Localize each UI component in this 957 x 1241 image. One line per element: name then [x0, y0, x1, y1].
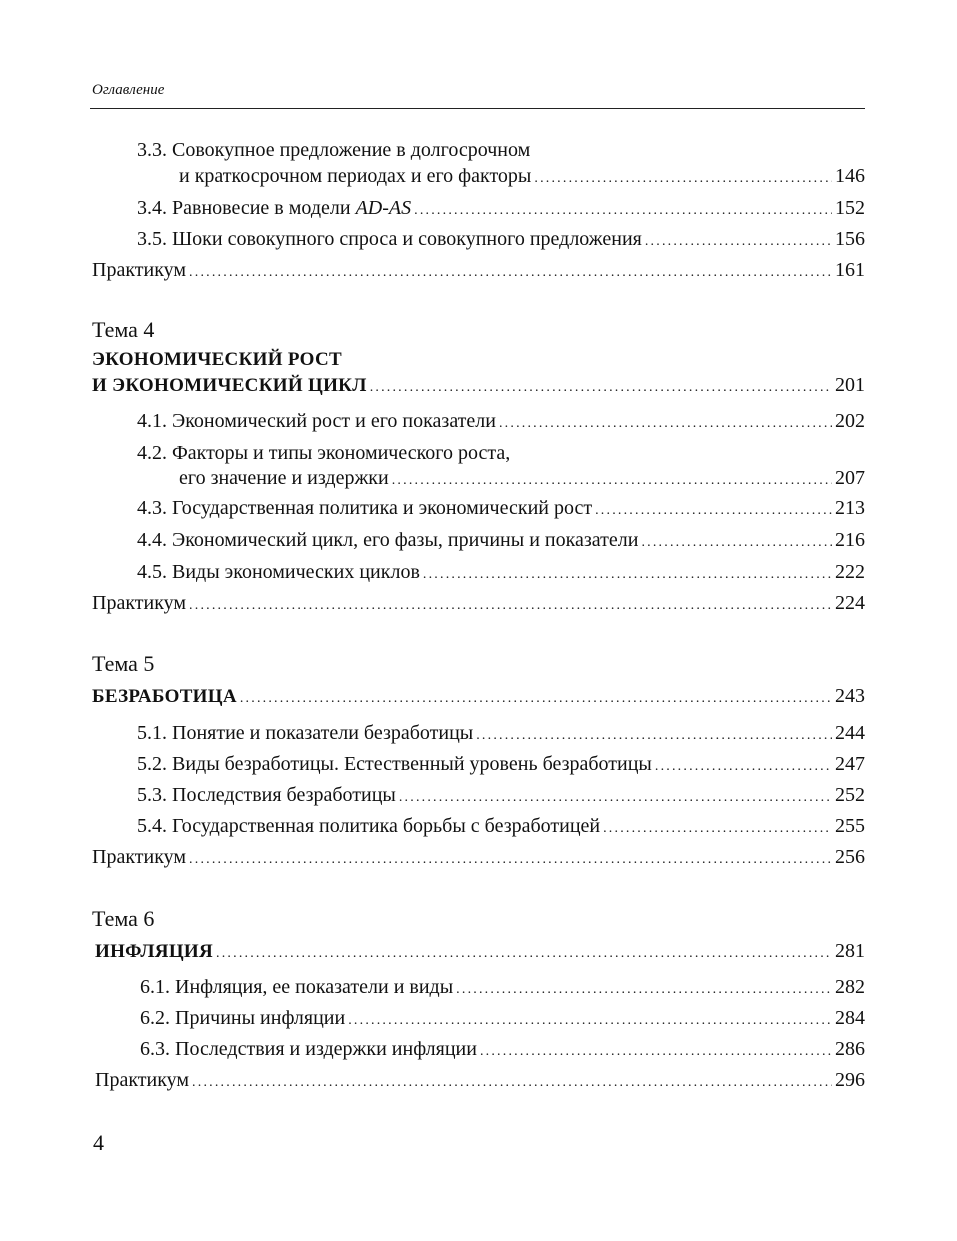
page-ref: 243: [835, 685, 865, 707]
leader-dots: [641, 530, 832, 556]
section-number: 6.3.: [140, 1038, 170, 1060]
section-title: Практикум: [95, 1069, 190, 1091]
section-title: Совокупное предложение в долгосрочном: [172, 139, 531, 161]
section-title: Причины инфляции: [175, 1007, 346, 1029]
leader-dots: [476, 723, 832, 749]
section-title: Факторы и типы экономического роста,: [172, 442, 511, 464]
section-title: Государственная политика и экономический рост: [172, 497, 593, 519]
toc-entry-3-5[interactable]: [137, 226, 865, 255]
page-ref: 201: [835, 374, 865, 396]
leader-dots: [480, 1039, 832, 1065]
leader-dots: [423, 562, 832, 588]
toc-entry-4-2[interactable]: [179, 465, 865, 494]
section-number: 6.2.: [140, 1007, 170, 1029]
toc-entry-4-1[interactable]: [137, 408, 865, 437]
section-title: Практикум: [92, 592, 187, 614]
section-number: 5.4.: [137, 815, 167, 837]
running-title: Оглавление: [92, 82, 165, 98]
page-ref: 202: [835, 410, 865, 432]
page-ref: 224: [835, 592, 865, 614]
toc-entry-6-1[interactable]: [140, 974, 865, 1003]
theme-title: БЕЗРАБОТИЦА: [92, 686, 237, 707]
toc-entry-4-5[interactable]: [137, 559, 865, 588]
section-number: 4.3.: [137, 497, 167, 519]
toc-entry-practicum-4[interactable]: [92, 590, 865, 619]
leader-dots: [348, 1008, 832, 1034]
page-ref: 244: [835, 722, 865, 744]
section-title: его значение и издержки: [179, 467, 389, 489]
leader-dots: [240, 686, 832, 712]
page-ref: 281: [835, 940, 865, 962]
toc-entry-5-4[interactable]: [137, 813, 865, 842]
toc-entry-practicum-3[interactable]: [92, 257, 865, 286]
section-number: 4.5.: [137, 561, 167, 583]
page-ref: 152: [835, 197, 865, 219]
toc-entry-5-1[interactable]: [137, 720, 865, 749]
leader-dots: [399, 785, 832, 811]
leader-dots: [392, 468, 832, 494]
page-ref: 255: [835, 815, 865, 837]
section-number: 5.3.: [137, 784, 167, 806]
section-title: Шоки совокупного спроса и совокупного предложения: [172, 228, 642, 250]
leader-dots: [534, 166, 832, 192]
page-ref: 286: [835, 1038, 865, 1060]
page-ref: 256: [835, 846, 865, 868]
section-title: Экономический рост и его показатели: [172, 410, 496, 432]
toc-entry-4-3[interactable]: [137, 495, 865, 524]
section-title: Практикум: [92, 259, 187, 281]
toc-entry-3-3-line1: [137, 137, 530, 163]
section-title: Виды безработицы. Естественный уровень безработицы: [172, 753, 652, 775]
section-number: 3.5.: [137, 228, 167, 250]
theme-4-title-line1: ЭКОНОМИЧЕСКИЙ РОСТ: [92, 349, 342, 370]
theme-6-label: Тема 6: [92, 906, 155, 931]
toc-entry-6-3[interactable]: [140, 1036, 865, 1065]
header-rule: [90, 108, 865, 109]
section-title: и краткосрочном периодах и его факторы: [179, 165, 532, 187]
toc-entry-4-2-line1: [137, 440, 510, 466]
page-ref: 282: [835, 976, 865, 998]
page-ref: 146: [835, 165, 865, 187]
page-ref: 213: [835, 497, 865, 519]
page-ref: 296: [835, 1069, 865, 1091]
page-ref: 156: [835, 228, 865, 250]
toc-entry-4-4[interactable]: [137, 527, 865, 556]
leader-dots: [216, 941, 832, 967]
model-name: AD-AS: [355, 197, 412, 219]
section-title: Практикум: [92, 846, 187, 868]
leader-dots: [370, 375, 832, 401]
leader-dots: [595, 498, 832, 524]
section-number: 6.1.: [140, 976, 170, 998]
leader-dots: [499, 411, 832, 437]
section-number: 3.4.: [137, 197, 167, 219]
toc-entry-practicum-6[interactable]: [95, 1067, 865, 1096]
leader-dots: [192, 1070, 832, 1096]
leader-dots: [645, 229, 832, 255]
toc-entry-theme-4[interactable]: [92, 372, 865, 401]
leader-dots: [603, 816, 832, 842]
page-ref: 247: [835, 753, 865, 775]
toc-entry-5-2[interactable]: [137, 751, 865, 780]
section-number: 5.2.: [137, 753, 167, 775]
leader-dots: [655, 754, 832, 780]
toc-entry-theme-5[interactable]: [92, 683, 865, 712]
toc-entry-practicum-5[interactable]: [92, 844, 865, 873]
leader-dots: [189, 593, 832, 619]
section-number: 4.1.: [137, 410, 167, 432]
theme-title: И ЭКОНОМИЧЕСКИЙ ЦИКЛ: [92, 375, 367, 396]
page-ref: 252: [835, 784, 865, 806]
section-title: Инфляция, ее показатели и виды: [175, 976, 454, 998]
toc-entry-5-3[interactable]: [137, 782, 865, 811]
section-number: 4.2.: [137, 442, 167, 464]
section-title: Равновесие в модели: [172, 197, 351, 219]
theme-5-label: Тема 5: [92, 651, 155, 676]
page-ref: 207: [835, 467, 865, 489]
page-ref: 216: [835, 529, 865, 551]
toc-entry-theme-6[interactable]: [95, 938, 865, 967]
section-title: Экономический цикл, его фазы, причины и показатели: [172, 529, 639, 551]
page-ref: 161: [835, 259, 865, 281]
section-title: Государственная политика борьбы с безработицей: [172, 815, 601, 837]
section-title: Виды экономических циклов: [172, 561, 420, 583]
section-number: 5.1.: [137, 722, 167, 744]
section-title: Последствия безработицы: [172, 784, 396, 806]
leader-dots: [456, 977, 832, 1003]
section-title: Последствия и издержки инфляции: [175, 1038, 477, 1060]
section-title: Понятие и показатели безработицы: [172, 722, 474, 744]
leader-dots: [189, 847, 832, 873]
theme-4-label: Тема 4: [92, 317, 155, 342]
page-number: 4: [93, 1130, 104, 1155]
page-ref: 222: [835, 561, 865, 583]
theme-title: ИНФЛЯЦИЯ: [95, 941, 214, 962]
toc-entry-6-2[interactable]: [140, 1005, 865, 1034]
section-number: 4.4.: [137, 529, 167, 551]
page-ref: 284: [835, 1007, 865, 1029]
toc-entry-3-3[interactable]: [179, 163, 865, 192]
toc-entry-3-4[interactable]: [137, 195, 865, 224]
leader-dots: [189, 260, 832, 286]
leader-dots: [414, 198, 832, 224]
section-number: 3.3.: [137, 139, 167, 161]
